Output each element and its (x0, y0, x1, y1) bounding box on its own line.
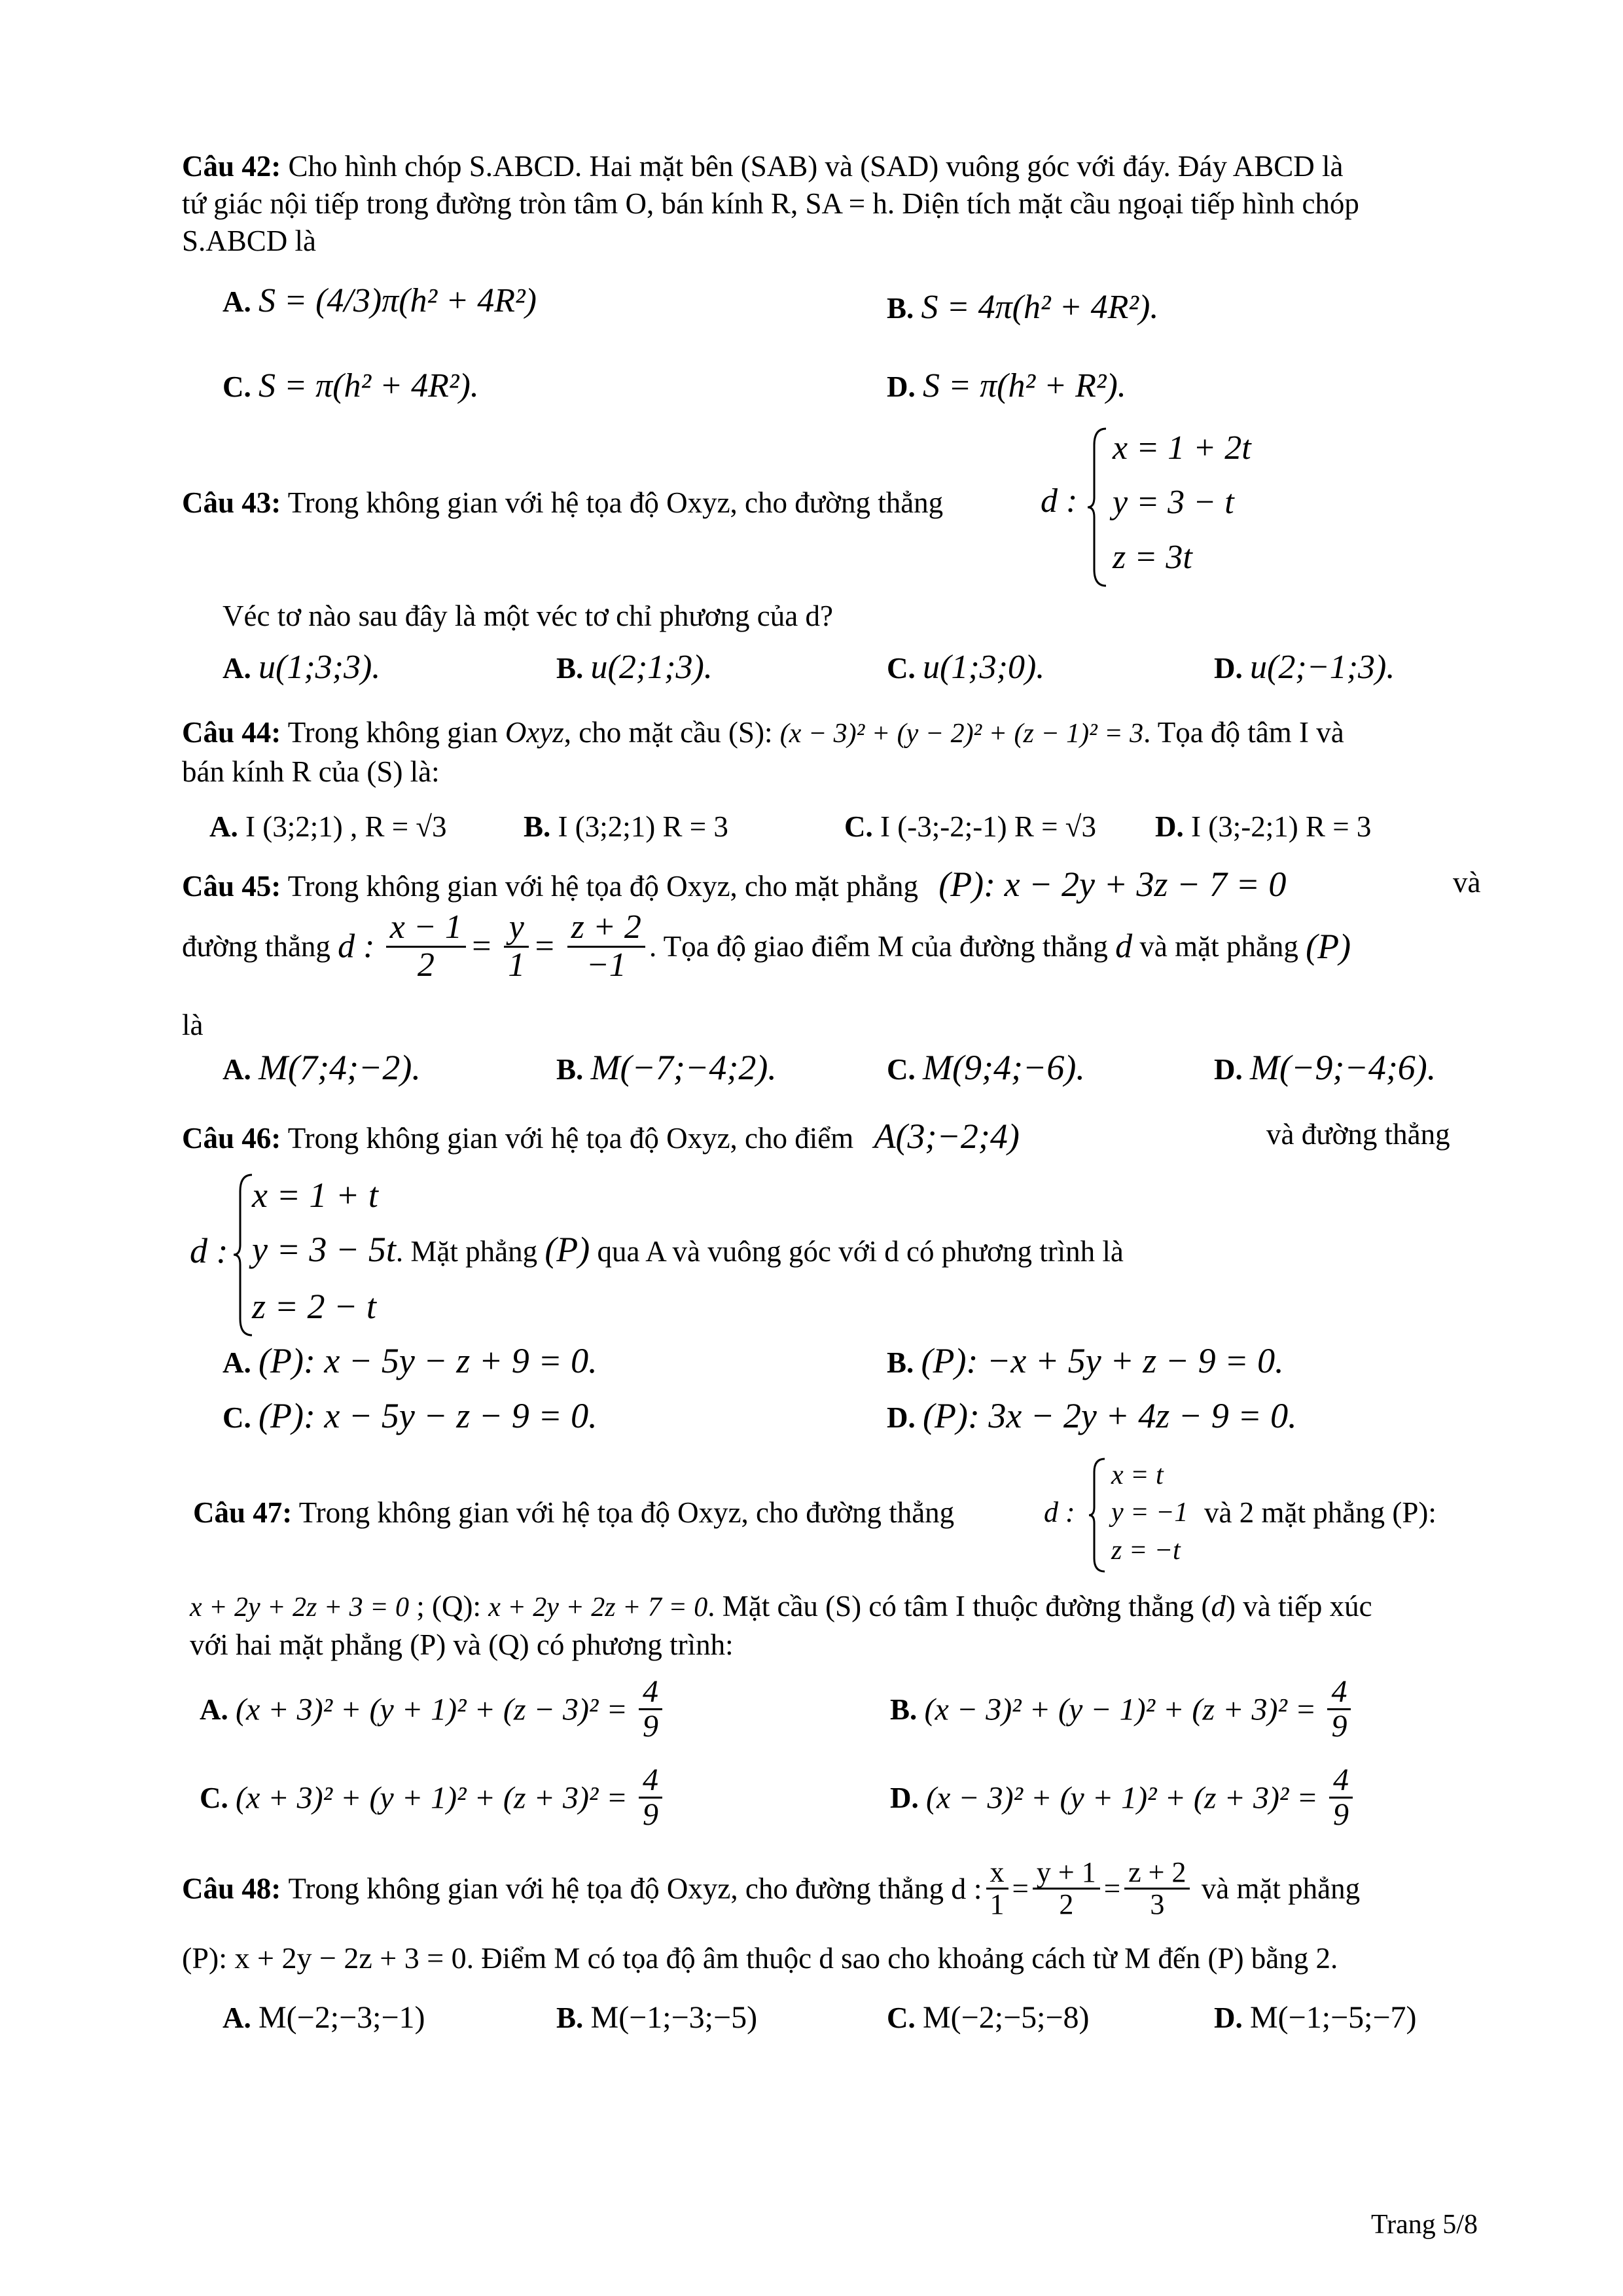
q42-line1 (182, 149, 1344, 183)
q48-line1: Câu 48: Trong không gian với hệ tọa độ Oxyz, cho đường thẳng d : $\frac{x}{1}$ = $\frac{y + 1}{2}$ = $\frac{z + 2}{3}$ và mặt phẳng (182, 1856, 1361, 1921)
q43-line-name: d : (1041, 482, 1078, 520)
q48-frac3: $\frac{z + 2}{3}$ (1124, 1857, 1190, 1920)
q47-eq-x: x = t (1111, 1460, 1164, 1490)
q48-option-c[interactable]: C. M(−2;−5;−8) (887, 2000, 1090, 2035)
q46-option-b[interactable]: B. (P): −x + 5y + z − 9 = 0. (887, 1341, 1284, 1380)
q42-text-1: Cho hình chóp S.ABCD. Hai mặt bên (SAB) và (SAD) vuông góc với đáy. Đáy ABCD là (288, 150, 1344, 183)
q43-option-b[interactable]: B. u(2;1;3). (556, 649, 713, 686)
q46-option-a[interactable]: A. (P): x − 5y − z + 9 = 0. (223, 1341, 597, 1380)
q46-option-d[interactable]: D. (P): 3x − 2y + 4z − 9 = 0. (887, 1396, 1297, 1435)
q47-brace (1088, 1456, 1110, 1574)
q45-option-d[interactable]: D. M(−9;−4;6). (1214, 1048, 1436, 1087)
q44-line1: Câu 44: Trong không gian Oxyz, cho mặt cầu (S): (x − 3)² + (y − 2)² + (z − 1)² = 3. Tọa độ tâm I và (182, 716, 1344, 749)
q42-option-d[interactable]: D. S = π(h² + R²). (887, 367, 1126, 404)
q44-label: Câu 44: (182, 716, 281, 749)
q43-option-a[interactable]: A. u(1;3;3). (223, 649, 381, 686)
q46-eq-x: x = 1 + t (252, 1175, 378, 1215)
q45-frac3: $\frac{z + 2}{-1}$ (567, 910, 645, 983)
q45-option-b[interactable]: B. M(−7;−4;2). (556, 1048, 777, 1087)
page-number: Trang 5/8 (1371, 2210, 1478, 2240)
q46-eq-y-row: y = 3 − 5t. Mặt phẳng (P) qua A và vuông góc với d có phương trình là (252, 1230, 1124, 1269)
q46-line1: Câu 46: Trong không gian với hệ tọa độ Oxyz, cho điểm A(3;−2;4) (182, 1117, 1020, 1156)
q45-frac1: $\frac{x - 1}{2}$ (386, 910, 466, 983)
q47-line1-end: và 2 mặt phẳng (P): (1204, 1496, 1436, 1529)
q43-brace (1086, 425, 1113, 589)
q45-label: Câu 45: (182, 870, 281, 903)
q43-option-c[interactable]: C. u(1;3;0). (887, 649, 1045, 686)
q43-eq-y: y = 3 − t (1113, 484, 1234, 521)
q48-frac2: $\frac{y + 1}{2}$ (1033, 1857, 1100, 1920)
q44-option-b[interactable]: B. I (3;2;1) R = 3 (524, 810, 728, 843)
q43-option-d[interactable]: D. u(2;−1;3). (1214, 649, 1395, 686)
q43-line1 (182, 486, 943, 520)
q43-eq-x: x = 1 + 2t (1113, 429, 1251, 467)
q42-line3: S.ABCD là (182, 224, 317, 257)
q45-option-c[interactable]: C. M(9;4;−6). (887, 1048, 1085, 1087)
q42-label: Câu 42: (182, 150, 281, 183)
q48-option-d[interactable]: D. M(−1;−5;−7) (1214, 2000, 1417, 2035)
q47-eq-y: y = −1 (1111, 1498, 1188, 1528)
q42-option-c[interactable]: C. S = π(h² + 4R²). (223, 367, 479, 404)
q48-line2: (P): x + 2y − 2z + 3 = 0. Điểm M có tọa độ âm thuộc d sao cho khoảng cách từ M đến (P) bằng 2. (182, 1941, 1338, 1975)
q47-line-name: d : (1044, 1496, 1075, 1528)
q46-eq-z: z = 2 − t (252, 1287, 376, 1326)
q46-line1-end: và đường thẳng (1266, 1118, 1450, 1151)
q47-option-d[interactable]: D. (x − 3)² + (y + 1)² + (z + 3)² = $\frac{4}{9}$ (890, 1764, 1357, 1832)
q47-option-a[interactable]: A. (x + 3)² + (y + 1)² + (z − 3)² = $\frac{4}{9}$ (200, 1676, 666, 1744)
q47-option-b[interactable]: B. (x − 3)² + (y − 1)² + (z + 3)² = $\frac{4}{9}$ (890, 1676, 1355, 1744)
q44-option-d[interactable]: D. I (3;-2;1) R = 3 (1155, 810, 1372, 843)
q47-line1: Câu 47: Trong không gian với hệ tọa độ Oxyz, cho đường thẳng (193, 1496, 955, 1529)
q48-option-b[interactable]: B. M(−1;−3;−5) (556, 2000, 758, 2035)
q47-option-c[interactable]: C. (x + 3)² + (y + 1)² + (z + 3)² = $\frac{4}{9}$ (200, 1764, 666, 1832)
q45-line1-end: và (1453, 866, 1481, 899)
q47-line2: x + 2y + 2z + 3 = 0 ; (Q): x + 2y + 2z + 7 = 0. Mặt cầu (S) có tâm I thuộc đường thẳng (d) và tiếp xúc (190, 1590, 1372, 1623)
q45-line1: Câu 45: Trong không gian với hệ tọa độ Oxyz, cho mặt phẳng (P): x − 2y + 3z − 7 = 0 (182, 865, 1287, 904)
q43-question: Véc tơ nào sau đây là một véc tơ chỉ phương của d? (223, 600, 833, 632)
q45-frac2: $\frac{y}{1}$ (504, 910, 529, 983)
q48-frac1: $\frac{x}{1}$ (986, 1857, 1008, 1920)
q47-eq-z: z = −t (1111, 1535, 1181, 1566)
q46-option-c[interactable]: C. (P): x − 5y − z − 9 = 0. (223, 1396, 597, 1435)
q44-option-a[interactable]: A. I (3;2;1) , R = √3 (209, 810, 447, 843)
q48-option-a[interactable]: A. M(−2;−3;−1) (223, 2000, 425, 2035)
q43-eq-z: z = 3t (1113, 539, 1192, 576)
q45-line3: là (182, 1009, 204, 1041)
q45-line2: đường thẳng d : $\frac{x - 1}{2}$ = $\frac{y}{1}$ = $\frac{z + 2}{-1}$ . Tọa độ giao điểm M của đường thẳng d và mặt phẳng (P) (182, 908, 1351, 984)
q44-option-c[interactable]: C. I (-3;-2;-1) R = √3 (844, 810, 1097, 843)
q43-label: Câu 43: (182, 486, 281, 519)
q43-text: Trong không gian với hệ tọa độ Oxyz, cho đường thẳng (287, 486, 944, 519)
q44-line2: bán kính R của (S) là: (182, 755, 440, 788)
q42-option-b[interactable]: B. S = 4π(h² + 4R²). (887, 289, 1159, 326)
q42-option-a[interactable]: A. S = (4/3)π(h² + 4R²) (223, 282, 537, 319)
q48-label: Câu 48: (182, 1872, 281, 1905)
q45-option-a[interactable]: A. M(7;4;−2). (223, 1048, 421, 1087)
q46-line-name: d : (190, 1231, 228, 1270)
q47-line3: với hai mặt phẳng (P) và (Q) có phương trình: (190, 1628, 734, 1661)
q42-line2: tứ giác nội tiếp trong đường tròn tâm O, bán kính R, SA = h. Diện tích mặt cầu ngoại tiếp hình chóp (182, 187, 1359, 220)
q47-label: Câu 47: (193, 1496, 293, 1529)
q46-label: Câu 46: (182, 1122, 281, 1155)
